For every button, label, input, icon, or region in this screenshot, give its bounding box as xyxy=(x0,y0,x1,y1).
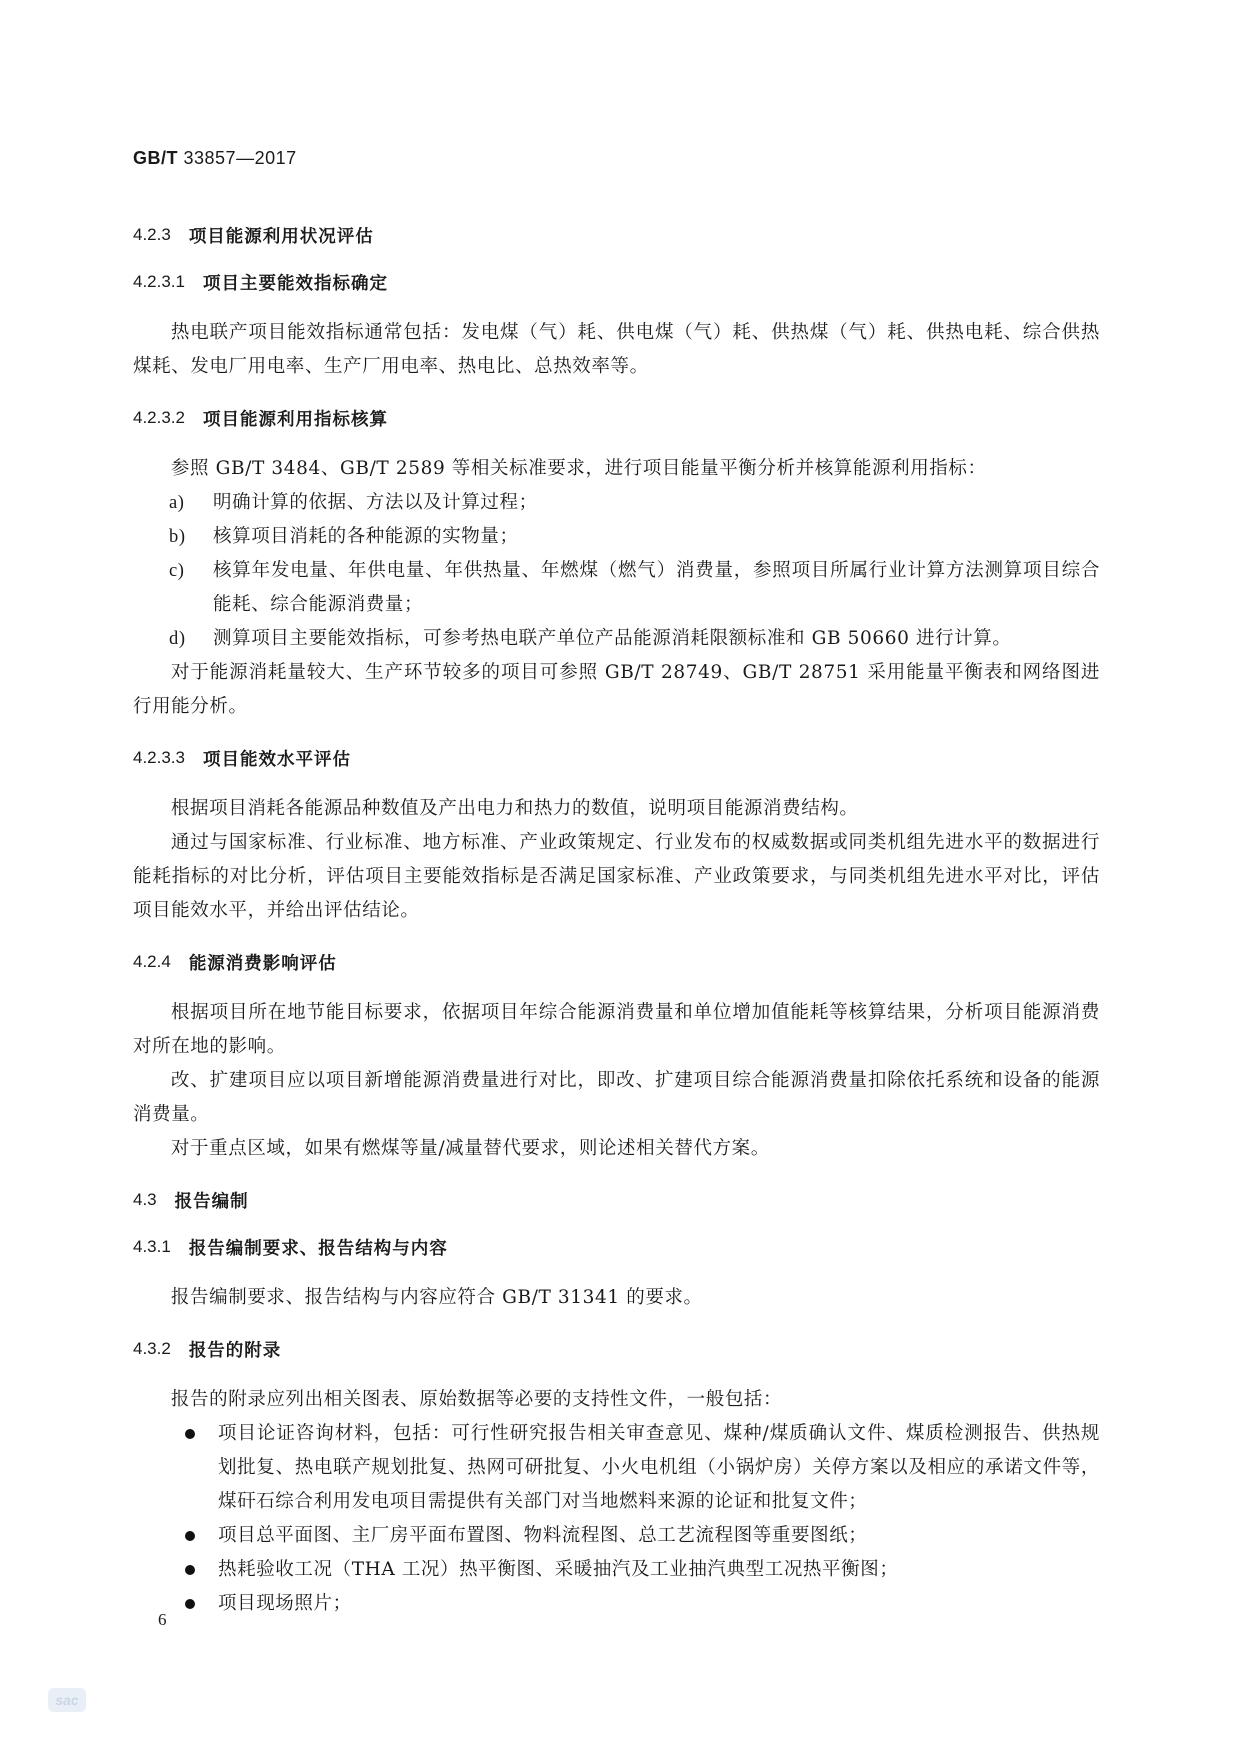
list-marker: a) xyxy=(169,493,185,513)
list-item xyxy=(133,622,1100,656)
section-title: 报告编制要求、报告结构与内容 xyxy=(188,1238,448,1259)
bullet-dot-icon xyxy=(183,1417,218,1519)
section-number: 4.2.3.1 xyxy=(133,272,185,291)
list-item-text: 测算项目主要能效指标，可参考热电联产单位产品能源消耗限额标准和 GB 50660 进行计算。 xyxy=(213,628,1012,649)
list-item-text: 明确计算的依据、方法以及计算过程； xyxy=(213,492,538,513)
bullet-dot-icon xyxy=(183,1553,218,1587)
section-number: 4.2.3.2 xyxy=(133,408,185,427)
bullet-item-text: 项目论证咨询材料，包括：可行性研究报告相关审查意见、煤种/煤质确认文件、煤质检测报告、供热规划批复、热电联产规划批复、热网可研批复、小火电机组（小锅炉房）关停方案以及相应的承诺文件等，煤矸石综合利用发电项目需提供有关部门对当地燃料来源的论证和批复文件； xyxy=(218,1423,1100,1512)
standard-code-number: 33857—2017 xyxy=(183,148,297,168)
list-item-text: 核算年发电量、年供电量、年供热量、年燃煤（燃气）消费量，参照项目所属行业计算方法测算项目综合能耗、综合能源消费量； xyxy=(213,560,1100,615)
paragraph: 报告编制要求、报告结构与内容应符合 GB/T 31341 的要求。 xyxy=(170,1287,703,1308)
sac-logo-icon: sac xyxy=(48,1688,86,1712)
list-item-text: 核算项目消耗的各种能源的实物量； xyxy=(213,526,519,547)
bullet-item-text: 项目总平面图、主厂房平面布置图、物料流程图、总工艺流程图等重要图纸； xyxy=(218,1525,868,1546)
list-marker: c) xyxy=(169,561,185,581)
list-marker: b) xyxy=(169,527,186,547)
heading-4-3-2 xyxy=(133,1336,1100,1362)
list-marker: d) xyxy=(169,629,186,649)
page-number: 6 xyxy=(158,1610,167,1629)
heading-4-3 xyxy=(133,1187,1100,1213)
heading-4-2-3-1 xyxy=(133,269,1100,295)
list-item xyxy=(133,520,1100,554)
standard-code-header xyxy=(133,148,297,169)
standard-code-prefix: GB/T xyxy=(133,148,178,168)
paragraph: 对于重点区域，如果有燃煤等量/减量替代要求，则论述相关替代方案。 xyxy=(170,1138,770,1159)
heading-4-2-3 xyxy=(133,222,1100,248)
section-title: 项目主要能效指标确定 xyxy=(203,273,388,294)
heading-4-2-3-2 xyxy=(133,405,1100,431)
bullet-item xyxy=(133,1587,1100,1621)
section-title: 报告的附录 xyxy=(188,1340,282,1361)
section-title: 项目能源利用状况评估 xyxy=(188,226,374,247)
bullet-item-text: 项目现场照片； xyxy=(218,1593,352,1614)
paragraph: 改、扩建项目应以项目新增能源消费量进行对比，即改、扩建项目综合能源消费量扣除依托系统和设备的能源消费量。 xyxy=(133,1070,1100,1125)
section-number: 4.3 xyxy=(133,1190,157,1209)
paragraph: 热电联产项目能效指标通常包括：发电煤（气）耗、供电煤（气）耗、供热煤（气）耗、供热电耗、综合供热煤耗、发电厂用电率、生产厂用电率、热电比、总热效率等。 xyxy=(133,322,1100,377)
bullet-dot-icon xyxy=(183,1519,218,1553)
list-item xyxy=(133,554,1100,622)
section-title: 项目能源利用指标核算 xyxy=(203,409,388,430)
section-number: 4.3.1 xyxy=(133,1237,171,1256)
section-number: 4.2.3.3 xyxy=(133,748,185,767)
document-body xyxy=(133,222,1100,1621)
heading-4-2-4 xyxy=(133,949,1100,975)
paragraph: 通过与国家标准、行业标准、地方标准、产业政策规定、行业发布的权威数据或同类机组先进水平的数据进行能耗指标的对比分析，评估项目主要能效指标是否满足国家标准、产业政策要求，与同类机组先进水平对比，评估项目能效水平，并给出评估结论。 xyxy=(133,832,1100,921)
bullet-dot-icon xyxy=(183,1587,218,1621)
heading-4-3-1 xyxy=(133,1234,1100,1260)
paragraph: 参照 GB/T 3484、GB/T 2589 等相关标准要求，进行项目能量平衡分析并核算能源利用指标： xyxy=(170,458,987,479)
list-item xyxy=(133,486,1100,520)
section-title: 能源消费影响评估 xyxy=(188,953,337,974)
section-number: 4.3.2 xyxy=(133,1339,171,1358)
bullet-item xyxy=(133,1417,1100,1519)
bullet-item xyxy=(133,1553,1100,1587)
section-number: 4.2.3 xyxy=(133,225,171,244)
bullet-item xyxy=(133,1519,1100,1553)
section-title: 项目能效水平评估 xyxy=(203,749,351,770)
paragraph: 根据项目消耗各能源品种数值及产出电力和热力的数值，说明项目能源消费结构。 xyxy=(170,798,859,819)
bullet-item-text: 热耗验收工况（THA 工况）热平衡图、采暖抽汽及工业抽汽典型工况热平衡图； xyxy=(218,1559,899,1580)
section-title: 报告编制 xyxy=(174,1191,249,1212)
heading-4-2-3-3 xyxy=(133,745,1100,771)
paragraph: 根据项目所在地节能目标要求，依据项目年综合能源消费量和单位增加值能耗等核算结果，分析项目能源消费对所在地的影响。 xyxy=(133,1002,1100,1057)
section-number: 4.2.4 xyxy=(133,952,171,971)
paragraph: 对于能源消耗量较大、生产环节较多的项目可参照 GB/T 28749、GB/T 28751 采用能量平衡表和网络图进行用能分析。 xyxy=(133,662,1100,717)
paragraph: 报告的附录应列出相关图表、原始数据等必要的支持性文件，一般包括： xyxy=(170,1389,783,1410)
